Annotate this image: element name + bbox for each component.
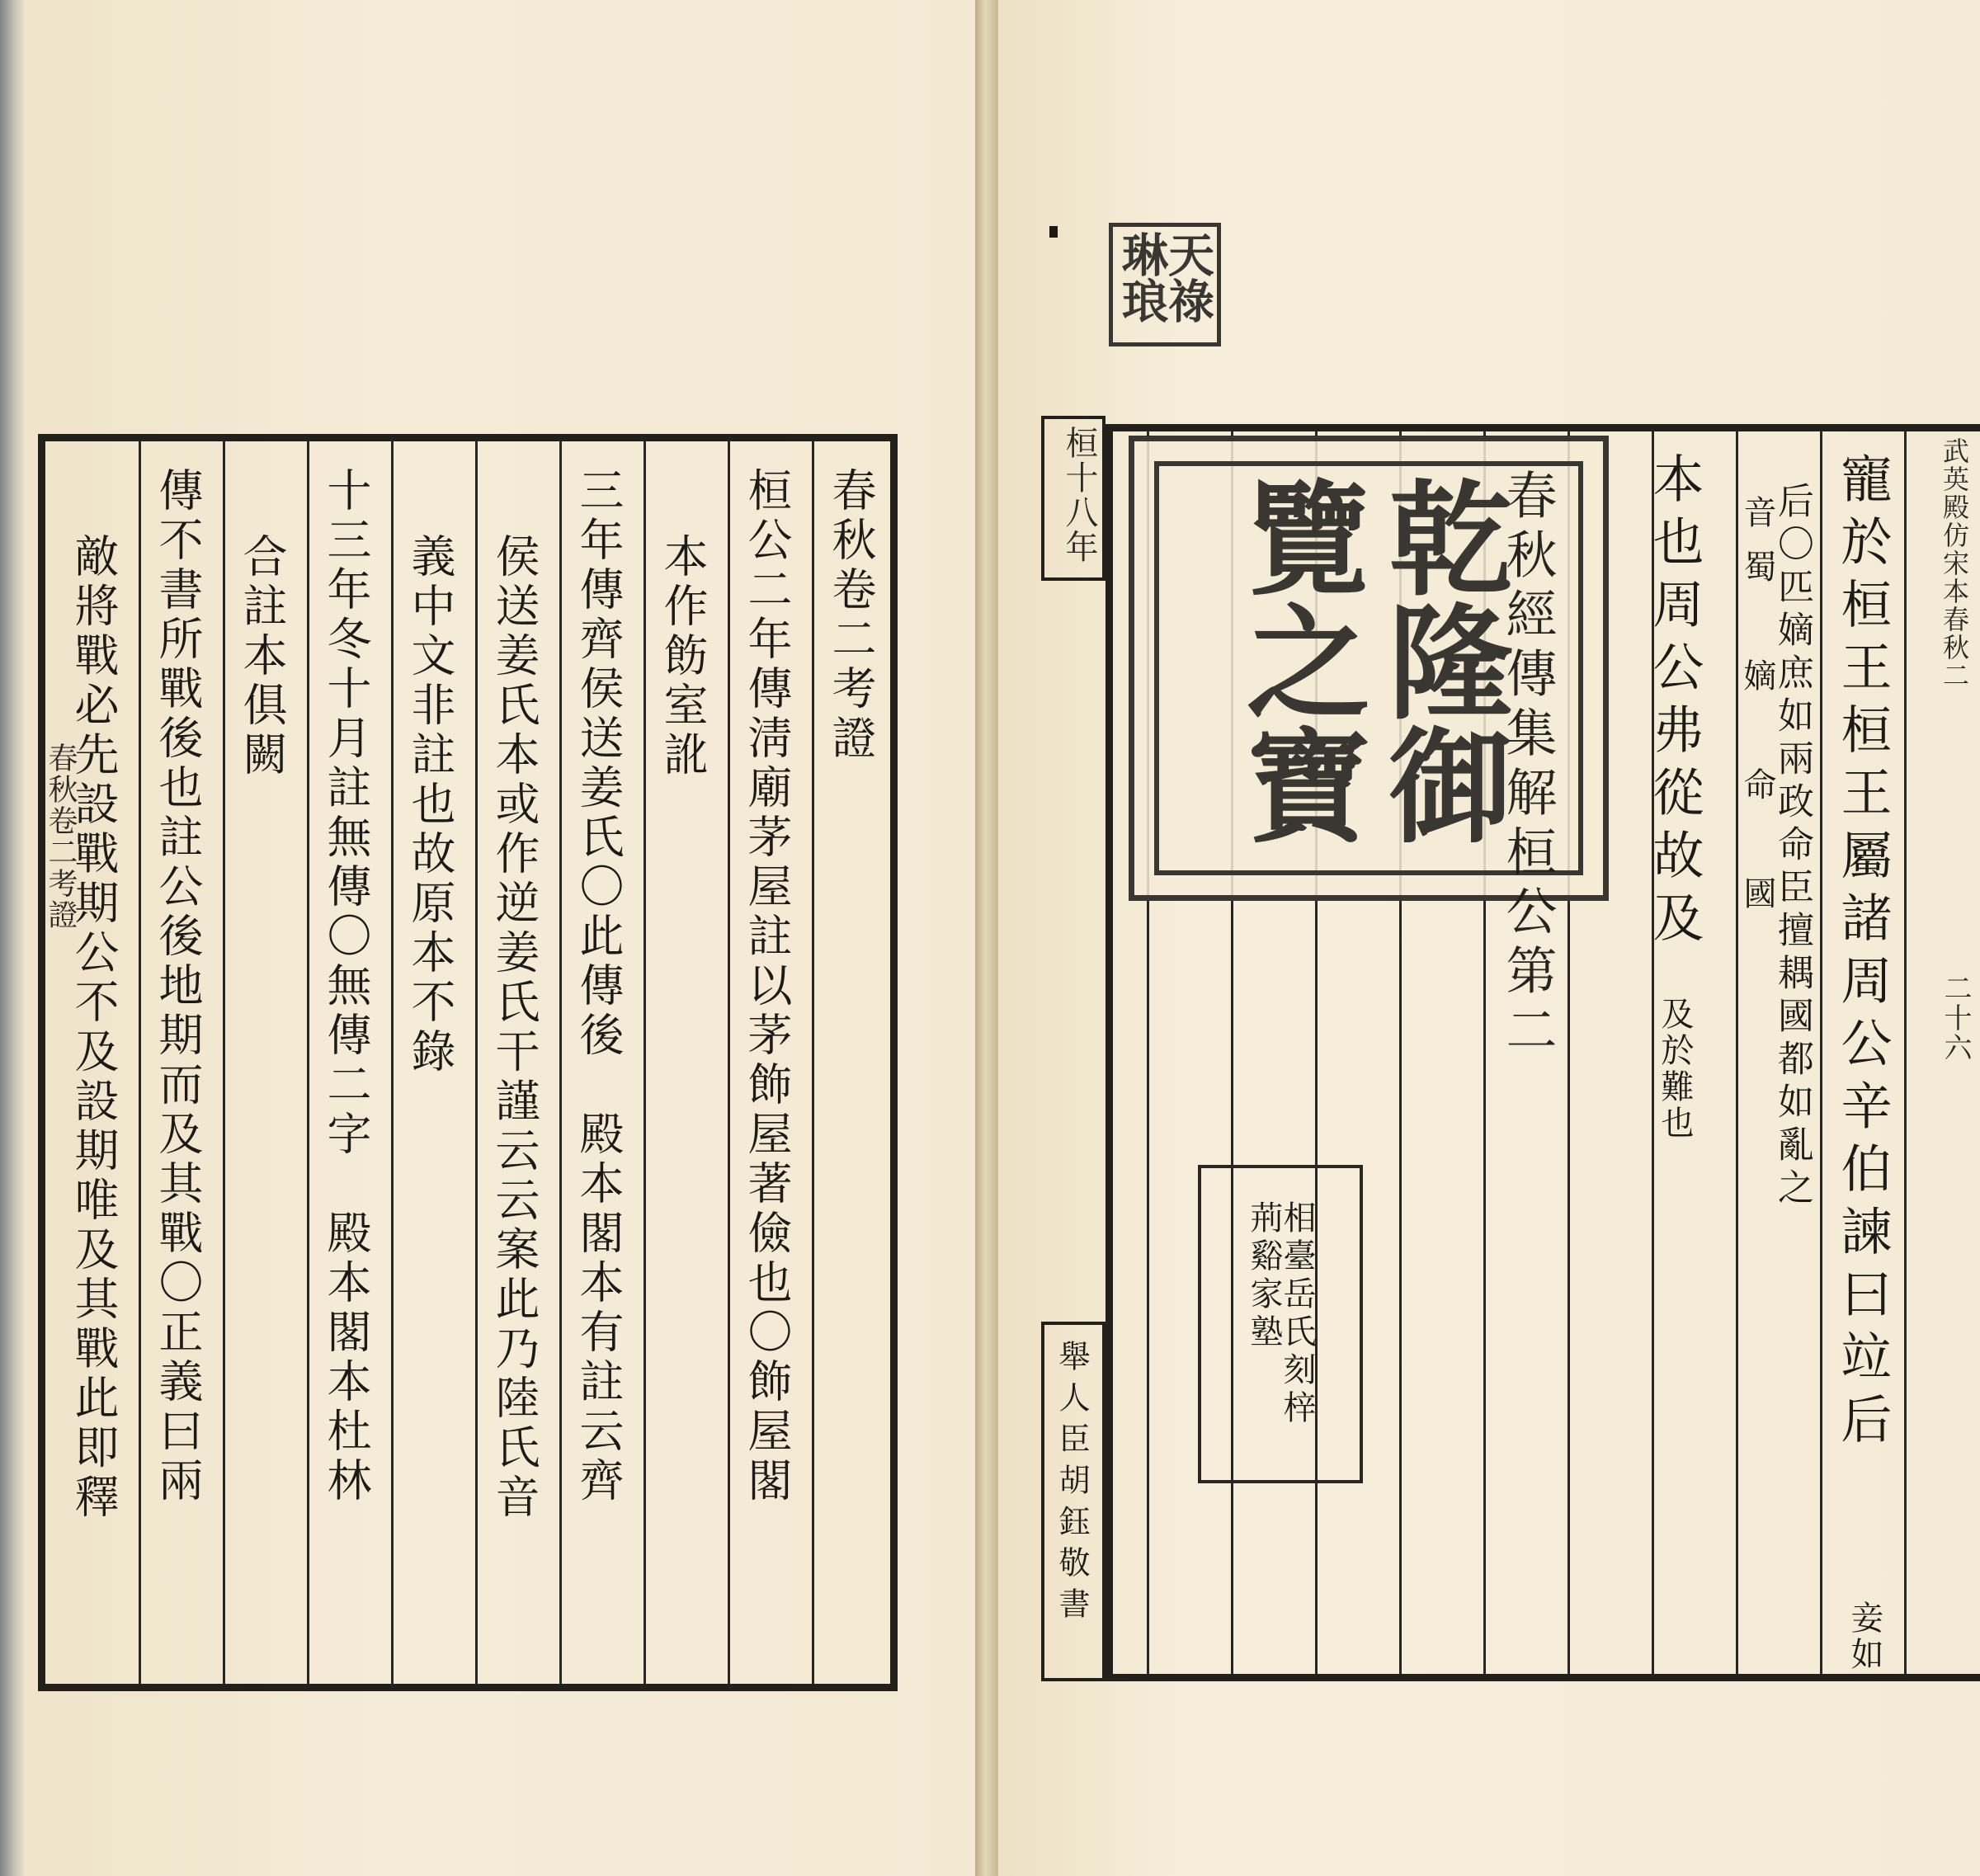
chapter-heading: 春秋經傳集解桓公第二 [1497,469,1558,1063]
text-column: 侯送姜氏本或作逆姜氏干謹云云案此乃陸氏音 [488,533,540,1523]
leaf-number: 二十六 [1939,973,1972,1063]
note-column: 及於難也 [1656,997,1694,1142]
text-column: 義中文非註也故原本不錄 [404,533,456,1077]
text-column: 敵將戰必先設戰期公不及設期唯及其戰此即釋 [68,533,120,1523]
column-rule [644,441,646,1685]
collector-seal [1109,223,1221,346]
column-rule [559,441,562,1685]
note-column: 音蜀 嫡 命 國 [1738,495,1776,931]
note-column: 妾如 [1846,1600,1883,1673]
text-column: 合註本俱闕 [236,533,288,780]
text-column: 本作飭室訛 [657,533,709,780]
column-rule [1820,431,1822,1675]
main-text-column: 本也周公弗從故及 [1644,452,1704,954]
text-column: 三年傳齊侯送姜氏〇此傳後 殿本閣本有註云齊 [573,467,625,1506]
text-column: 春秋卷二考證 [825,467,877,764]
imperial-seal-text: 乾隆御覽之寶 [1225,474,1513,846]
column-rule [728,441,730,1685]
main-text-column: 寵於桓王桓王屬諸周公辛伯諫曰竝后 [1832,452,1893,1455]
column-rule [223,441,225,1685]
left-margin-title: 春秋卷二考證 [44,742,78,931]
text-column: 傳不書所戰後也註公後地期而及其戰〇正義曰兩 [152,467,204,1506]
right-margin-title: 武英殿仿宋本春秋二 [1939,437,1970,690]
year-label: 桓十八年 [1060,426,1098,564]
column-rule [139,441,141,1685]
calligrapher-credit: 舉人臣胡鈺敬書 [1054,1340,1090,1629]
text-column: 桓公二年傳淸廟茅屋註以茅飾屋著儉也〇飾屋閣 [741,467,793,1506]
ink-dot [1049,226,1058,238]
printer-colophon: 相臺岳氏刻梓荊谿家塾 [1245,1200,1316,1428]
column-rule [1904,431,1907,1675]
book-spine [975,0,998,1876]
text-column: 十三年冬十月註無傳〇無傳二字 殿本閣本杜林 [320,467,372,1506]
column-rule [812,441,814,1685]
column-rule [307,441,309,1685]
collector-seal-text: 天祿琳琅 [1115,231,1215,323]
printer-colophon-box [1198,1165,1363,1483]
note-column: 后〇匹嫡庶如兩政命臣擅耦國都如亂之 [1771,482,1813,1211]
column-rule [475,441,478,1685]
column-rule [391,441,394,1685]
left-page-edge [0,0,25,1876]
